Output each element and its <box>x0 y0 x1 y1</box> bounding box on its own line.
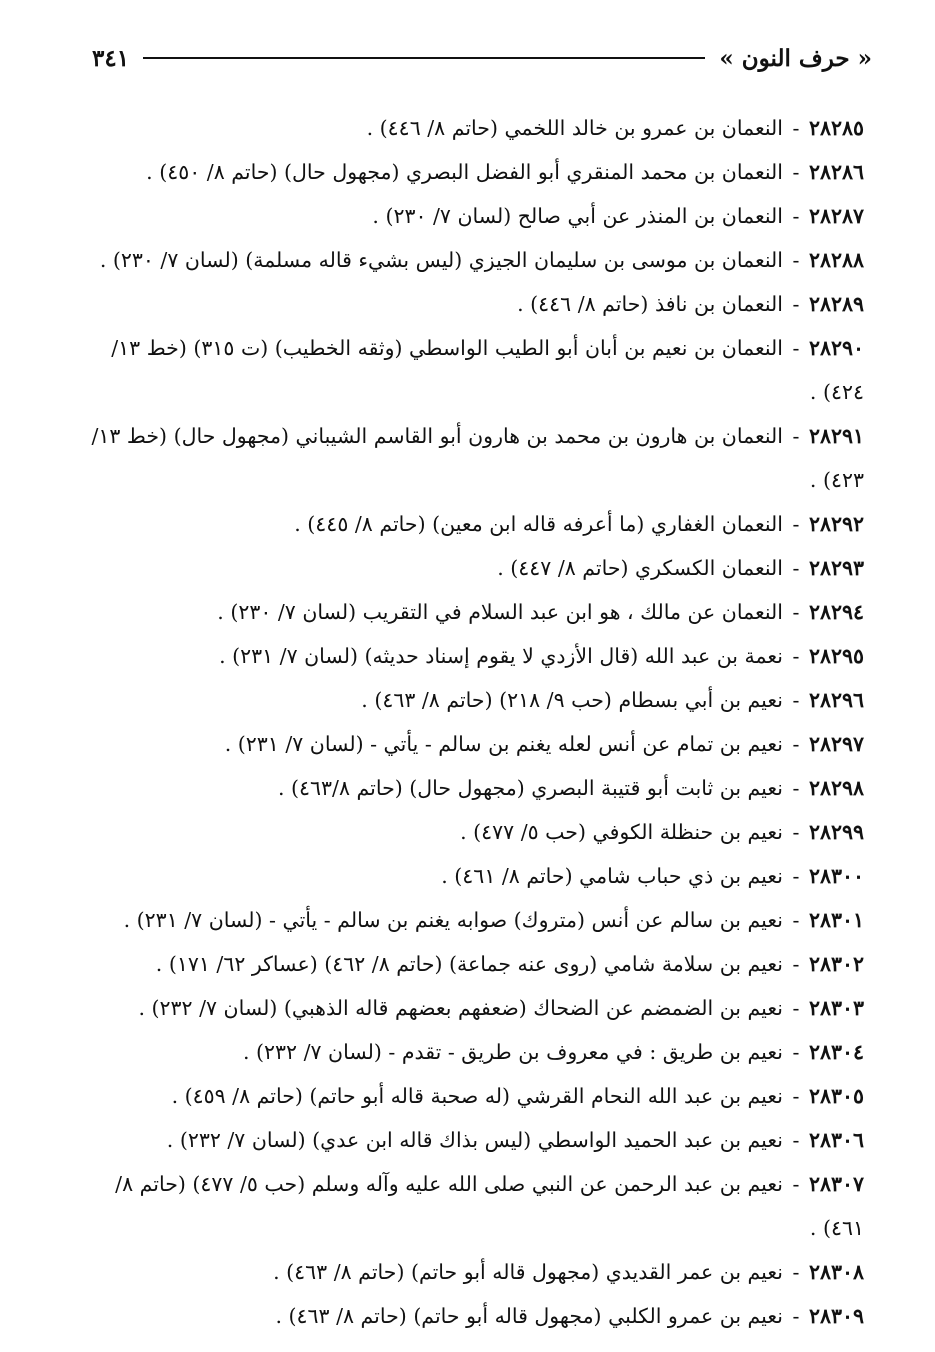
entry-separator: - <box>785 732 806 756</box>
entry-number: ٢٨٢٩٥ <box>808 644 864 668</box>
entry <box>84 238 864 282</box>
entry <box>84 1250 864 1294</box>
entry-number: ٢٨٣٠٥ <box>808 1084 864 1108</box>
entry-number: ٢٨٢٩٦ <box>808 688 864 712</box>
entry-text: نعيم بن سلامة شامي (روى عنه جماعة) (حاتم ٨/ ٤٦٢) (عساكر ٦٢/ ١٧١) . <box>155 952 783 976</box>
entry-separator: - <box>785 556 806 580</box>
entry-number: ٢٨٢٩٤ <box>808 600 864 624</box>
entry-separator: - <box>785 776 806 800</box>
entry-number: ٢٨٢٩١ <box>808 424 864 448</box>
entry-separator: - <box>785 1260 806 1284</box>
entry-list <box>84 106 864 1338</box>
entry-text: النعمان بن محمد المنقري أبو الفضل البصري (مجهول حال) (حاتم ٨/ ٤٥٠) . <box>146 160 783 184</box>
entry-text: النعمان بن المنذر عن أبي صالح (لسان ٧/ ٢٣٠) . <box>372 204 783 228</box>
entry <box>84 942 864 986</box>
entry-text: نعيم بن الضمضم عن الضحاك (ضعفهم بعضهم قاله الذهبي) (لسان ٧/ ٢٣٢) . <box>138 996 783 1020</box>
entry-text: نعيم بن طريق : في معروف بن طريق - تقدم - (لسان ٧/ ٢٣٢) . <box>242 1040 783 1064</box>
entry-text: نعيم بن سالم عن أنس (متروك) صوابه يغنم بن سالم - يأتي - (لسان ٧/ ٢٣١) . <box>123 908 783 932</box>
entry-text: نعيم بن تمام عن أنس لعله يغنم بن سالم - يأتي - (لسان ٧/ ٢٣١) . <box>224 732 783 756</box>
entry <box>84 106 864 150</box>
page-number: ٣٤١ <box>92 44 130 72</box>
entry-number: ٢٨٢٩٢ <box>808 512 864 536</box>
entry-number: ٢٨٢٨٩ <box>808 292 864 316</box>
entry-separator: - <box>785 160 806 184</box>
entry-text: نعيم بن عمر القديدي (مجهول قاله أبو حاتم) (حاتم ٨/ ٤٦٣) . <box>273 1260 783 1284</box>
entry-separator: - <box>785 116 806 140</box>
entry <box>84 1118 864 1162</box>
entry-number: ٢٨٢٨٥ <box>808 116 864 140</box>
entry-separator: - <box>785 820 806 844</box>
entry <box>84 1294 864 1338</box>
entry <box>84 282 864 326</box>
entry-separator: - <box>785 1040 806 1064</box>
entry <box>84 722 864 766</box>
entry <box>84 590 864 634</box>
entry-text: النعمان بن موسى بن سليمان الجيزي (ليس بشيء قاله مسلمة) (لسان ٧/ ٢٣٠) . <box>99 248 783 272</box>
entry-text: النعمان بن هارون بن محمد بن هارون أبو القاسم الشيباني (مجهول حال) (خط ١٣/ ٤٢٣) . <box>91 424 864 492</box>
entry-separator: - <box>785 1304 806 1328</box>
entry <box>84 766 864 810</box>
entry-text: نعمة بن عبد الله (قال الأزدي لا يقوم إسناد حديثه) (لسان ٧/ ٢٣١) . <box>219 644 783 668</box>
entry-text: نعيم بن حنظلة الكوفي (حب ٥/ ٤٧٧) . <box>460 820 783 844</box>
entry-separator: - <box>785 424 806 448</box>
entry <box>84 898 864 942</box>
entry-number: ٢٨٢٨٧ <box>808 204 864 228</box>
entry-separator: - <box>785 1084 806 1108</box>
entry-text: النعمان بن نافذ (حاتم ٨/ ٤٤٦) . <box>517 292 783 316</box>
entry-separator: - <box>785 292 806 316</box>
entry <box>84 414 864 502</box>
entry-separator: - <box>785 600 806 624</box>
entry-text: نعيم بن عبد الرحمن عن النبي صلى الله عليه وآله وسلم (حب ٥/ ٤٧٧) (حاتم ٨/ ٤٦١) . <box>115 1172 864 1240</box>
entry <box>84 1074 864 1118</box>
entry-number: ٢٨٢٩٨ <box>808 776 864 800</box>
entry-number: ٢٨٢٩٩ <box>808 820 864 844</box>
entry <box>84 546 864 590</box>
entry <box>84 150 864 194</box>
entry-text: النعمان عن مالك ، هو ابن عبد السلام في التقريب (لسان ٧/ ٢٣٠) . <box>217 600 783 624</box>
entry-separator: - <box>785 952 806 976</box>
entry-number: ٢٨٢٩٧ <box>808 732 864 756</box>
entry-number: ٢٨٢٩٠ <box>808 336 864 360</box>
entry-separator: - <box>785 336 806 360</box>
entry <box>84 326 864 414</box>
page-header <box>92 38 872 78</box>
entry-text: نعيم بن ثابت أبو قتيبة البصري (مجهول حال) (حاتم ٤٦٣/٨) . <box>277 776 783 800</box>
entry-separator: - <box>785 908 806 932</box>
entry-text: نعيم بن أبي بسطام (حب ٩/ ٢١٨) (حاتم ٨/ ٤٦٣) . <box>361 688 783 712</box>
entry-separator: - <box>785 864 806 888</box>
entry-number: ٢٨٣٠٠ <box>808 864 864 888</box>
entry-number: ٢٨٣٠٦ <box>808 1128 864 1152</box>
entry-separator: - <box>785 996 806 1020</box>
entry-text: نعيم بن عبد الحميد الواسطي (ليس بذاك قاله ابن عدي) (لسان ٧/ ٢٣٢) . <box>166 1128 783 1152</box>
entry-separator: - <box>785 1128 806 1152</box>
entry-number: ٢٨٣٠٨ <box>808 1260 864 1284</box>
entry-text: النعمان الغفاري (ما أعرفه قاله ابن معين) (حاتم ٨/ ٤٤٥) . <box>294 512 783 536</box>
entry-number: ٢٨٣٠٤ <box>808 1040 864 1064</box>
header-rule <box>143 57 705 59</box>
entry-text: نعيم بن عبد الله النحام القرشي (له صحبة قاله أبو حاتم) (حاتم ٨/ ٤٥٩) . <box>171 1084 783 1108</box>
entry-number: ٢٨٣٠٩ <box>808 1304 864 1328</box>
entry-separator: - <box>785 204 806 228</box>
entry-number: ٢٨٣٠٣ <box>808 996 864 1020</box>
entry-number: ٢٨٣٠١ <box>808 908 864 932</box>
entry-number: ٢٨٣٠٧ <box>808 1172 864 1196</box>
entry-number: ٢٨٢٨٨ <box>808 248 864 272</box>
entry-separator: - <box>785 688 806 712</box>
entry-text: النعمان بن نعيم بن أبان أبو الطيب الواسطي (وثقه الخطيب) (ت ٣١٥) (خط ١٣/ ٤٢٤) . <box>111 336 864 404</box>
running-head: « حرف النون » <box>719 44 872 72</box>
entry <box>84 502 864 546</box>
entry <box>84 634 864 678</box>
entry-separator: - <box>785 248 806 272</box>
entry <box>84 810 864 854</box>
entry-separator: - <box>785 1172 806 1196</box>
entry-text: نعيم بن عمرو الكلبي (مجهول قاله أبو حاتم) (حاتم ٨/ ٤٦٣) . <box>275 1304 783 1328</box>
entry-separator: - <box>785 644 806 668</box>
entry-text: نعيم بن ذي حباب شامي (حاتم ٨/ ٤٦١) . <box>441 864 783 888</box>
entry <box>84 678 864 722</box>
entry <box>84 1162 864 1250</box>
entry-number: ٢٨٢٨٦ <box>808 160 864 184</box>
entry <box>84 854 864 898</box>
entry <box>84 986 864 1030</box>
entry <box>84 1030 864 1074</box>
entry-separator: - <box>785 512 806 536</box>
entry <box>84 194 864 238</box>
entry-number: ٢٨٢٩٣ <box>808 556 864 580</box>
entry-text: النعمان بن عمرو بن خالد اللخمي (حاتم ٨/ ٤٤٦) . <box>366 116 783 140</box>
entry-number: ٢٨٣٠٢ <box>808 952 864 976</box>
entry-text: النعمان الكسكري (حاتم ٨/ ٤٤٧) . <box>497 556 783 580</box>
